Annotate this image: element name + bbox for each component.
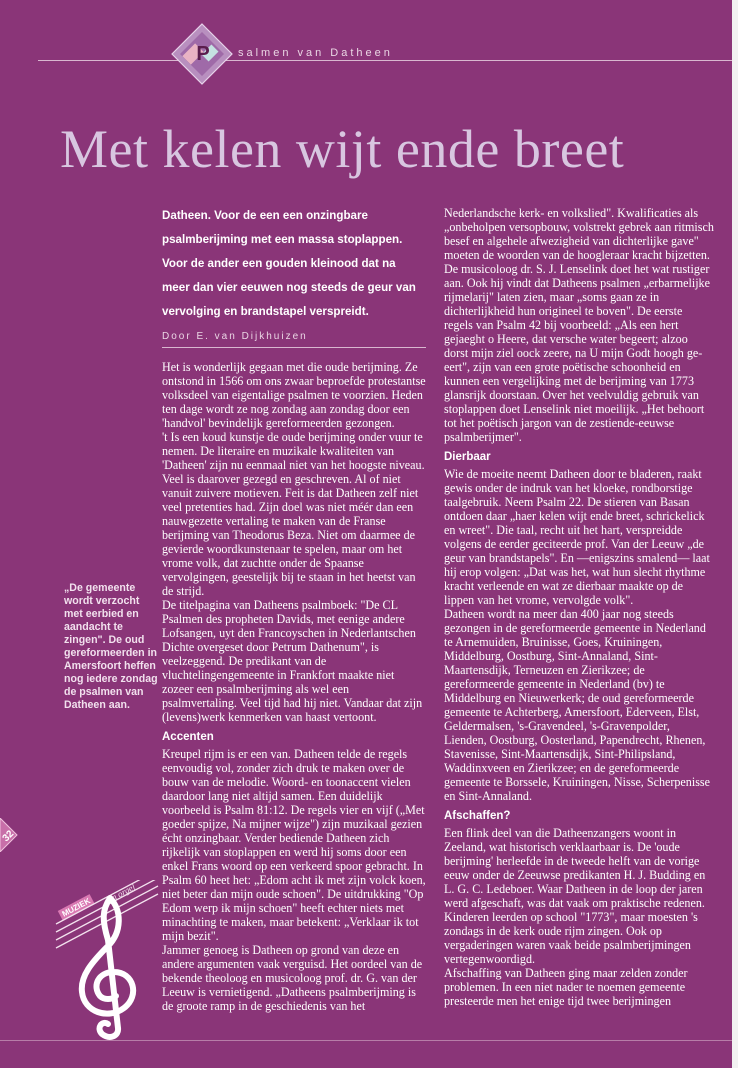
article-intro: Datheen. Voor de een een onzingbare psalmberijming met een massa stoplappen. Voor de ander een gouden kleinood dat na meer dan vier eeuwen nog steeds de geur van vervolging en brandstapel verspreidt.: [162, 209, 416, 318]
pull-quote: „De gemeente wordt verzocht met eerbied en aandacht te zingen". De oud gereformeerden in Amersfoort heffen nog iedere zondag de psalmen van Datheen aan.: [64, 582, 158, 711]
column-1-body: [162, 360, 426, 1013]
article-column-2: [444, 206, 714, 1008]
article-byline: Door E. van Dijkhuizen: [162, 330, 426, 348]
page-number-badge: [0, 818, 34, 852]
logo-label-orgel: en orgel: [106, 881, 137, 905]
paragraph: Een flink deel van die Datheenzangers woont in Zeeland, wat historisch verklaarbaar is. De 'oude berijming' herleefde in de tweede helft van de vorige eeuw onder de Zeeuwse predikanten H. J. Budding en L. G. C. Ledeboer. Waar Datheen in de loop der jaren werd afgeschaft, was dat vaak om praktische redenen. Kinderen leerden op school "1773", maar moesten 's zondags in de kerk oude rijm zingen. Ook op vergaderingen waren vaak beide psalmberijmingen vertegenwoordigd.: [444, 826, 706, 966]
paragraph: Jammer genoeg is Datheen op grond van deze en andere argumenten vaak verguisd. Het oordeel van de bekende theoloog en musicoloog prof. dr. G. van der Leeuw is vernietigend. „Datheens psalmberijming is de groote ramp in de geschiedenis van het: [162, 943, 423, 1013]
subhead-dierbaar: Dierbaar: [444, 451, 491, 463]
header-rule: [38, 60, 732, 61]
paragraph: Kreupel rijm is er een van. Datheen telde de regels eenvoudig vol, zonder zich druk te maken over de bouw van de melodie. Woord- en toonaccent vielen daardoor lang niet altijd samen. Een duidelijk voorbeeld is Psalm 81:12. De regels vier en vijf („Met goeder spijze, Na mijner wijze") zijn muzikaal gezien écht onzingbaar. Verder bediende Datheen zich rijkelijk van stoplappen en werd hij soms door een enkel Frans woord op een verkeerd spoor gebracht. In Psalm 60 heet het: „Edom acht ik met zijn volck koen, niet beter dan mijn oude schoen". De uitdrukking "Op Edom werp ik mijn schoen" heeft echter niets met minachting te maken, maar betekent: „Verklaar ik tot mijn bezit".: [162, 747, 426, 943]
paragraph: Het is wonderlijk gegaan met die oude berijming. Ze ontstond in 1566 om ons zwaar beproefde protestantse volksdeel van eigentalige psalmen te voorzien. Heden ten dage wordt ze nog zondag aan zondag door een 'handvol' bevindelijk gereformeerden gezongen.: [162, 360, 426, 430]
section-icon-letter: P: [196, 43, 210, 65]
section-diamond-icon: [170, 22, 234, 86]
paragraph: Afschaffing van Datheen ging maar zelden zonder problemen. In een niet nader te noemen gemeente presteerde men het enige tijd twee berijmingen: [444, 966, 688, 1008]
logo-label-muziek: MUZIEK: [60, 896, 92, 919]
page-number: 32: [0, 828, 17, 845]
paragraph: Wie de moeite neemt Datheen door te bladeren, raakt gewis onder de indruk van het kloeke, rondborstige taalgebruik. Neem Psalm 22. De stieren van Basan ontdoen daar „haer kelen wijt ende breet, schrickelick en wreet". Die taal, recht uit het hart, verspreidde volgens de eerder geciteerde prof. Van der Leeuw „de geur van brandstapels". En —enigszins smalend— laat hij erop volgen: „Dat was het, wat hun slecht rhythme kracht verleende en wat ze dierbaar maakte op de lippen van het vrome, vervolgde volk".: [444, 467, 710, 607]
section-label: salmen van Datheen: [238, 47, 393, 59]
article-column-1: [162, 204, 426, 1013]
footer-rule: [0, 1040, 732, 1041]
article-headline: Met kelen wijt ende breet: [60, 119, 625, 179]
subhead-accenten: Accenten: [162, 731, 214, 743]
page-edge: [732, 0, 738, 1068]
paragraph: De musicoloog dr. S. J. Lenselink doet het wat rustiger aan. Ook hij vindt dat Datheens psalmen „erbarmelijke rijmelarij" laten zien, maar „soms gaan ze in dichterlijkheid hun origineel te boven". De eerste regels van Psalm 42 bij voorbeeld: „Als een hert gejaeght o Heere, dat versche water begeert; alzoo dorst mijn ziel oock zeere, na U mijn Godt hoogh ge-eert", zijn van een grote poëtische schoonheid en kunnen een vergelijking met de berijming van 1773 glansrijk doorstaan. Over het veelvuldig gebruik van stoplappen doet Lenselink niet moeilijk. „Het behoort tot het poëtisch jargon van de zestiende-eeuwse psalmberijmer".: [444, 262, 710, 444]
paragraph: De titelpagina van Datheens psalmboek: "De CL Psalmen des propheten Davids, met eenige andere Lofsangen, uyt den Francoyschen in Nederlantschen Dichte overgeset door Petrum Dathenum", is veelzeggend. De predikant van de vluchtelingengemeente in Frankfort maakte niet zozeer een psalmberijming als wel een psalmvertaling. Veel tijd had hij niet. Vandaar dat zijn (levens)werk kenmerken van haast vertoont.: [162, 598, 423, 724]
muziek-logo: [52, 880, 162, 1040]
subhead-afschaffen: Afschaffen?: [444, 810, 511, 822]
paragraph: Nederlandsche kerk- en volkslied". Kwalificaties als „onbeholpen versopbouw, volstrekt gebrek aan ritmisch besef en algehele afwezigheid van dichterlijke gave" moeten de woorden van de hoogleraar kracht bijzetten.: [444, 206, 714, 262]
paragraph: 't Is een koud kunstje de oude berijming onder vuur te nemen. De literaire en muzikale kwaliteiten van 'Datheen' zijn nu eenmaal niet van het hoogste niveau. Veel is daarover gezegd en geschreven. Al of niet vanuit zuivere motieven. Feit is dat Datheen zelf niet veel pretenties had. Zijn doel was niet méér dan een nauwgezette vertaling te maken van de Franse berijming van Theodorus Beza. Niet om daarmee de gevierde woordkunstenaar te spelen, maar om het vrome volk, dat zuchtte onder de Spaanse vervolgingen, geestelijk bij te staan in het heetst van de strijd.: [162, 430, 425, 598]
paragraph: Datheen wordt na meer dan 400 jaar nog steeds gezongen in de gereformeerde gemeente in Nederland te Arnemuiden, Bruinisse, Goes, Kruiningen, Middelburg, Oostburg, Sint-Annaland, Sint-Maartensdijk, Terneuzen en Zierikzee; de gereformeerde gemeente in Nederland (bv) te Middelburg en Nieuwerkerk; de oud gereformeerde gemeente te Achterberg, Amersfoort, Ederveen, Elst, Geldermalsen, 's-Gravendeel, 's-Gravenpolder, Lienden, Oostburg, Oosterland, Papendrecht, Rhenen, Stavenisse, Sint-Maartensdijk, Sint-Philipsland, Waddinxveen en Zierikzee; en de gereformeerde gemeente te Borssele, Kruiningen, Nisse, Scherpenisse en Sint-Annaland.: [444, 607, 710, 803]
